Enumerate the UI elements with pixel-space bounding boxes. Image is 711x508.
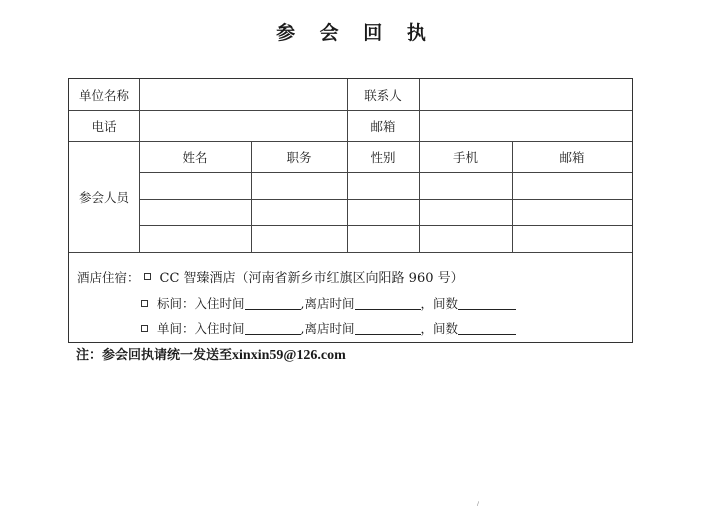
attendee-cell[interactable] xyxy=(140,200,251,225)
standard-checkout-blank[interactable] xyxy=(355,297,421,310)
single-checkout-blank[interactable] xyxy=(355,322,421,335)
contact-field[interactable] xyxy=(420,79,632,110)
attendee-cell[interactable] xyxy=(420,173,512,199)
scan-mark: ⸝ xyxy=(472,496,483,508)
standard-checkin-blank[interactable] xyxy=(245,297,301,310)
attendee-cell[interactable] xyxy=(252,226,347,252)
standard-room-checkbox[interactable] xyxy=(141,300,148,307)
registration-form xyxy=(68,78,633,343)
unit-name-label: 单位名称 xyxy=(78,87,129,103)
phone-field[interactable] xyxy=(140,110,347,141)
header-name: 姓名 xyxy=(182,149,208,165)
hotel-line xyxy=(77,267,464,286)
standard-rooms-blank[interactable] xyxy=(458,297,516,310)
attendee-cell[interactable] xyxy=(348,226,419,252)
header-mobile: 手机 xyxy=(452,149,478,165)
single-checkout-label: ,离店时间 xyxy=(300,321,355,336)
unit-name-field[interactable] xyxy=(140,79,347,110)
note-text: 注：参会回执请统一发送至 xyxy=(76,348,233,363)
attendee-cell[interactable] xyxy=(252,173,347,199)
single-room-label: 单间：入住时间 xyxy=(157,321,245,336)
attendee-cell[interactable] xyxy=(513,173,632,199)
attendee-cell[interactable] xyxy=(420,226,512,252)
attendee-cell[interactable] xyxy=(348,173,419,199)
standard-room-line xyxy=(141,294,516,312)
single-room-checkbox[interactable] xyxy=(141,325,148,332)
header-position: 职务 xyxy=(286,149,312,165)
standard-room-label: 标间：入住时间 xyxy=(157,296,245,311)
standard-checkout-label: ,离店时间 xyxy=(300,296,355,311)
hotel-checkbox[interactable] xyxy=(144,273,151,280)
attendees-label: 参会人员 xyxy=(78,189,129,205)
attendee-cell[interactable] xyxy=(513,200,632,225)
note-email[interactable]: xinxin59@126.com xyxy=(232,348,346,363)
page-title: 参 会 回 执 xyxy=(276,22,435,44)
single-checkin-blank[interactable] xyxy=(245,322,301,335)
attendee-cell[interactable] xyxy=(252,200,347,225)
email-label: 邮箱 xyxy=(370,118,396,134)
attendee-cell[interactable] xyxy=(348,200,419,225)
email-field[interactable] xyxy=(420,110,632,141)
single-rooms-label: ，间数 xyxy=(420,321,459,336)
attendee-cell[interactable] xyxy=(140,226,251,252)
header-gender: 性别 xyxy=(370,149,396,165)
row-divider xyxy=(69,252,632,253)
header-email: 邮箱 xyxy=(559,149,585,165)
attendee-cell[interactable] xyxy=(420,200,512,225)
standard-rooms-label: ，间数 xyxy=(420,296,459,311)
contact-label: 联系人 xyxy=(364,87,402,103)
submission-note xyxy=(76,344,346,364)
single-rooms-blank[interactable] xyxy=(458,322,516,335)
single-room-line xyxy=(141,319,516,337)
phone-label: 电话 xyxy=(91,118,117,134)
hotel-label: 酒店住宿： xyxy=(77,269,140,285)
hotel-name: CC 智臻酒店（河南省新乡市红旗区向阳路 960 号） xyxy=(159,271,464,286)
attendee-cell[interactable] xyxy=(513,226,632,252)
attendee-cell[interactable] xyxy=(140,173,251,199)
